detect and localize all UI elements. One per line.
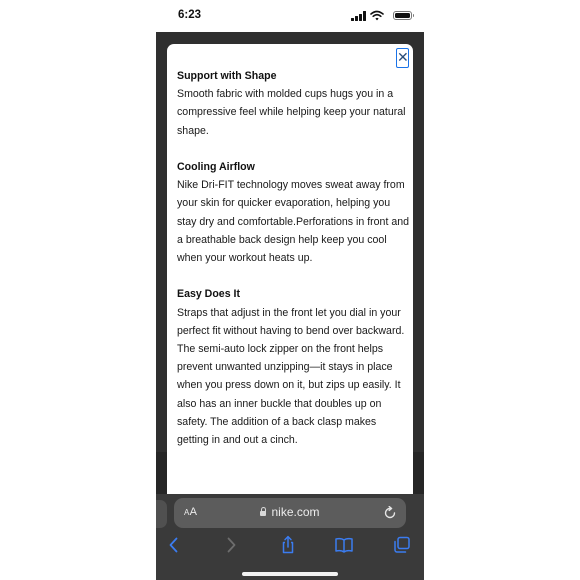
share-icon[interactable] [278, 535, 298, 555]
section-cooling-airflow [177, 158, 409, 267]
url-display[interactable] [174, 505, 406, 519]
section-body: Straps that adjust in the front let you dial in your perfect fit without having to bend over backward. The semi-auto lock zipper on the front helps prevent unwanted unzipping—it stays in place when you press down on it, but zips up easily. It also has an inner buckle that doubles up on safety. The addition of a back clasp makes getting in and out a cinch. [177, 306, 405, 447]
battery-icon [393, 11, 412, 20]
forward-icon[interactable] [221, 535, 241, 555]
close-button[interactable]: ✕ [396, 48, 409, 68]
section-heading: Support with Shape [177, 70, 277, 82]
modal-content[interactable] [177, 67, 409, 467]
previous-tab-address-bar[interactable] [156, 500, 167, 528]
home-indicator[interactable] [242, 572, 338, 576]
url-text: nike.com [271, 505, 320, 519]
back-icon[interactable] [164, 535, 184, 555]
section-heading: Cooling Airflow [177, 161, 255, 173]
bookmarks-icon[interactable] [334, 535, 354, 555]
address-bar[interactable] [174, 498, 406, 528]
phone-screen [156, 0, 424, 580]
status-time: 6:23 [178, 9, 202, 21]
section-heading: Easy Does It [177, 288, 241, 301]
clipped-previous-text [209, 44, 329, 46]
status-bar [156, 0, 424, 32]
wifi-icon [370, 10, 384, 21]
section-support-with-shape [177, 67, 409, 140]
section-body: Nike Dri-FIT technology moves sweat away from your skin for quicker evaporation, helping you stay dry and comfortable.Perforations in front and a breathable back design help keep you cool when your workout heats up. [177, 179, 410, 265]
reload-icon[interactable] [383, 506, 397, 520]
status-icons [342, 10, 412, 22]
safari-bottom-bar [156, 494, 424, 580]
page-settings-button[interactable]: AA [184, 506, 198, 518]
safari-toolbar [156, 532, 424, 558]
section-easy-does-it [177, 285, 409, 449]
tabs-icon[interactable] [392, 535, 412, 555]
product-details-modal[interactable] [167, 44, 413, 494]
section-body: Smooth fabric with molded cups hugs you in a compressive feel while helping keep your natural shape. [177, 88, 406, 137]
signal-icon [351, 11, 367, 21]
lock-icon [260, 511, 266, 516]
